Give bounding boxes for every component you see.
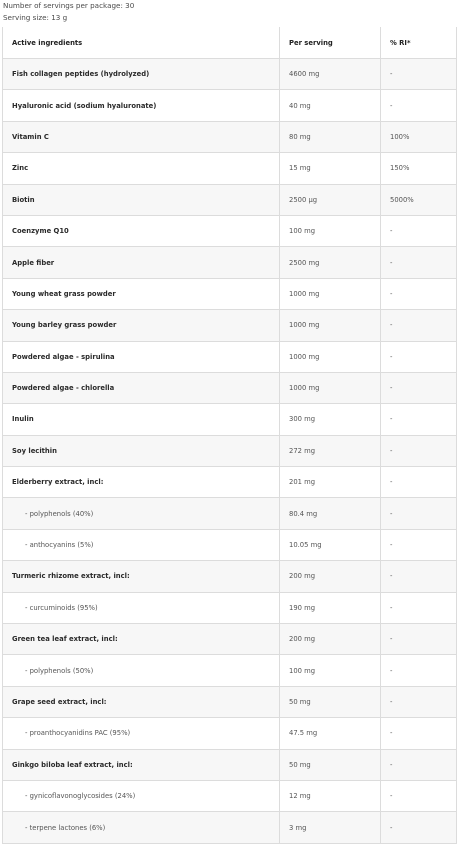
- ingredient-name: Young barley grass powder: [3, 310, 280, 341]
- ingredient-name: Ginkgo biloba leaf extract, incl:: [3, 749, 280, 780]
- ingredient-name: Zinc: [3, 153, 280, 184]
- header-per-serving: Per serving: [280, 27, 381, 59]
- table-row: [3, 121, 457, 152]
- table-body: [3, 59, 457, 844]
- table-row: [3, 341, 457, 372]
- table-row: [3, 592, 457, 623]
- table-row: [3, 655, 457, 686]
- per-serving-amount: 100 mg: [280, 655, 381, 686]
- table-row: [3, 59, 457, 90]
- ri-percentage: -: [381, 718, 457, 749]
- nutrition-table: [2, 27, 457, 844]
- ingredient-name: Grape seed extract, incl:: [3, 686, 280, 717]
- per-serving-amount: 50 mg: [280, 749, 381, 780]
- sub-ingredient-name: - curcuminoids (95%): [3, 592, 280, 623]
- table-row: [3, 718, 457, 749]
- per-serving-amount: 47.5 mg: [280, 718, 381, 749]
- table-row: [3, 153, 457, 184]
- ingredient-name: Young wheat grass powder: [3, 278, 280, 309]
- header-ri: % RI*: [381, 27, 457, 59]
- per-serving-amount: 15 mg: [280, 153, 381, 184]
- ingredient-name: Vitamin C: [3, 121, 280, 152]
- table-row: [3, 372, 457, 403]
- per-serving-amount: 300 mg: [280, 404, 381, 435]
- table-row: [3, 215, 457, 246]
- per-serving-amount: 201 mg: [280, 467, 381, 498]
- table-row: [3, 90, 457, 121]
- ri-percentage: -: [381, 278, 457, 309]
- sub-ingredient-name: - polyphenols (40%): [3, 498, 280, 529]
- ri-percentage: -: [381, 435, 457, 466]
- per-serving-amount: 200 mg: [280, 624, 381, 655]
- table-row: [3, 435, 457, 466]
- table-row: [3, 247, 457, 278]
- table-row: [3, 812, 457, 843]
- ri-percentage: -: [381, 341, 457, 372]
- ri-percentage: -: [381, 592, 457, 623]
- per-serving-amount: 190 mg: [280, 592, 381, 623]
- ingredient-name: Fish collagen peptides (hydrolyzed): [3, 59, 280, 90]
- table-row: [3, 404, 457, 435]
- per-serving-amount: 272 mg: [280, 435, 381, 466]
- ingredient-name: Apple fiber: [3, 247, 280, 278]
- ri-percentage: -: [381, 812, 457, 843]
- ingredient-name: Biotin: [3, 184, 280, 215]
- table-row: [3, 310, 457, 341]
- ri-percentage: -: [381, 749, 457, 780]
- ingredient-name: Coenzyme Q10: [3, 215, 280, 246]
- table-row: [3, 498, 457, 529]
- ri-percentage: -: [381, 780, 457, 811]
- per-serving-amount: 2500 µg: [280, 184, 381, 215]
- ingredient-name: Elderberry extract, incl:: [3, 467, 280, 498]
- table-row: [3, 561, 457, 592]
- per-serving-amount: 80.4 mg: [280, 498, 381, 529]
- per-serving-amount: 1000 mg: [280, 278, 381, 309]
- sub-ingredient-name: - polyphenols (50%): [3, 655, 280, 686]
- sub-ingredient-name: - proanthocyanidins PAC (95%): [3, 718, 280, 749]
- ingredient-name: Powdered algae - chlorella: [3, 372, 280, 403]
- ri-percentage: 100%: [381, 121, 457, 152]
- per-serving-amount: 40 mg: [280, 90, 381, 121]
- per-serving-amount: 80 mg: [280, 121, 381, 152]
- table-row: [3, 529, 457, 560]
- ri-percentage: -: [381, 90, 457, 121]
- table-row: [3, 780, 457, 811]
- table-row: [3, 184, 457, 215]
- ingredient-name: Inulin: [3, 404, 280, 435]
- per-serving-amount: 1000 mg: [280, 372, 381, 403]
- ri-percentage: -: [381, 655, 457, 686]
- table-header: [3, 27, 457, 59]
- ri-percentage: -: [381, 404, 457, 435]
- sub-ingredient-name: - gynicoflavonoglycosides (24%): [3, 780, 280, 811]
- per-serving-amount: 4600 mg: [280, 59, 381, 90]
- ri-percentage: -: [381, 467, 457, 498]
- per-serving-amount: 2500 mg: [280, 247, 381, 278]
- sub-ingredient-name: - terpene lactones (6%): [3, 812, 280, 843]
- table-row: [3, 624, 457, 655]
- ingredient-name: Turmeric rhizome extract, incl:: [3, 561, 280, 592]
- table-row: [3, 278, 457, 309]
- servings-per-package: Number of servings per package: 30: [3, 1, 135, 10]
- per-serving-amount: 1000 mg: [280, 310, 381, 341]
- per-serving-amount: 1000 mg: [280, 341, 381, 372]
- header-active-ingredients: Active ingredients: [3, 27, 280, 59]
- table-header-row: [3, 27, 457, 59]
- per-serving-amount: 3 mg: [280, 812, 381, 843]
- ri-percentage: -: [381, 624, 457, 655]
- ri-percentage: -: [381, 310, 457, 341]
- ri-percentage: -: [381, 529, 457, 560]
- ri-percentage: -: [381, 372, 457, 403]
- table-row: [3, 467, 457, 498]
- per-serving-amount: 200 mg: [280, 561, 381, 592]
- table-row: [3, 749, 457, 780]
- ri-percentage: -: [381, 215, 457, 246]
- ingredient-name: Hyaluronic acid (sodium hyaluronate): [3, 90, 280, 121]
- per-serving-amount: 12 mg: [280, 780, 381, 811]
- per-serving-amount: 50 mg: [280, 686, 381, 717]
- ri-percentage: -: [381, 686, 457, 717]
- ingredient-name: Soy lecithin: [3, 435, 280, 466]
- ri-percentage: 5000%: [381, 184, 457, 215]
- ri-percentage: -: [381, 59, 457, 90]
- per-serving-amount: 100 mg: [280, 215, 381, 246]
- ingredient-name: Green tea leaf extract, incl:: [3, 624, 280, 655]
- sub-ingredient-name: - anthocyanins (5%): [3, 529, 280, 560]
- serving-size: Serving size: 13 g: [3, 13, 68, 22]
- ri-percentage: 150%: [381, 153, 457, 184]
- ri-percentage: -: [381, 498, 457, 529]
- ri-percentage: -: [381, 247, 457, 278]
- per-serving-amount: 10.05 mg: [280, 529, 381, 560]
- ingredient-name: Powdered algae - spirulina: [3, 341, 280, 372]
- table-row: [3, 686, 457, 717]
- ri-percentage: -: [381, 561, 457, 592]
